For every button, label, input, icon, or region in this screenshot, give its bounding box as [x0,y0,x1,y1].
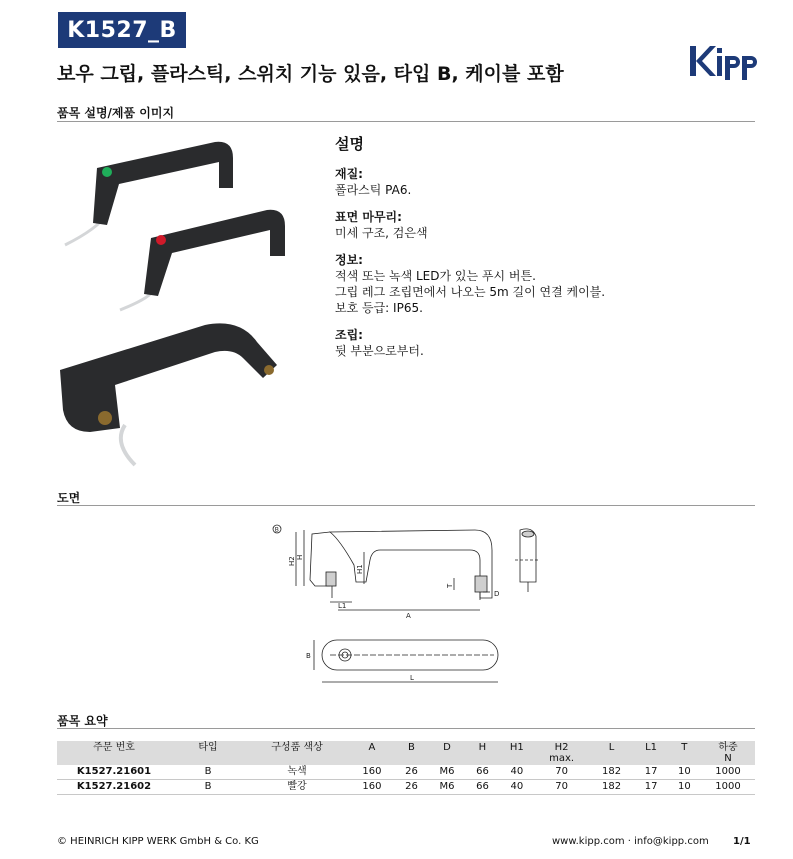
cell-h2: 70 [535,765,589,780]
col-d: D [428,741,466,765]
page-number: 1/1 [733,836,751,847]
finish-value: 미세 구조, 검은색 [335,226,428,240]
cell-order-number: K1527.21602 [57,780,171,795]
description-panel [335,136,755,370]
product-code-badge: K1527_B [58,12,186,48]
cell-l: 182 [589,765,635,780]
cell-t: 10 [668,765,701,780]
technical-drawing [270,520,560,695]
col-h: H [466,741,499,765]
section-divider [57,121,755,122]
dim-b: B [306,652,311,660]
page-title: 보우 그립, 플라스틱, 스위치 기능 있음, 타입 B, 케이블 포함 [57,63,564,85]
col-b: B [395,741,428,765]
cell-d: M6 [428,765,466,780]
dim-a: A [406,612,411,620]
col-h1: H1 [499,741,535,765]
material-label: 재질: [335,167,363,181]
cell-b: 26 [395,765,428,780]
cell-t: 10 [668,780,701,795]
cell-h: 66 [466,780,499,795]
cell-a: 160 [349,765,395,780]
cell-load: 1000 [701,780,755,795]
section-title-description-image: 품목 설명/제품 이미지 [57,106,175,120]
cell-load: 1000 [701,765,755,780]
product-image [55,130,295,470]
spec-table [57,741,755,795]
col-order-number: 주문 번호 [57,741,171,765]
info-line: 보호 등급: IP65. [335,301,423,315]
footer-contact: www.kipp.com · info@kipp.com [552,836,709,847]
material-value: 폴라스틱 PA6. [335,183,412,197]
dim-h2: H2 [288,556,296,566]
col-t: T [668,741,701,765]
cell-h1: 40 [499,765,535,780]
cell-h2: 70 [535,780,589,795]
section-title-summary: 품목 요약 [57,714,108,728]
table-row [57,765,755,780]
col-l1: L1 [634,741,667,765]
table-row [57,780,755,795]
cell-l1: 17 [634,780,667,795]
section-divider [57,505,755,506]
dim-h1: H1 [356,564,364,574]
info-line: 적색 또는 녹색 LED가 있는 푸시 버튼. [335,269,536,283]
cell-h: 66 [466,765,499,780]
table-header-row [57,741,755,765]
col-h2: H2 max. [535,741,589,765]
drawing-marker: B [274,526,279,534]
description-heading: 설명 [335,135,364,153]
cell-color: 빨강 [245,780,349,795]
col-load: 하중 N [701,741,755,765]
cell-b: 26 [395,780,428,795]
cell-order-number: K1527.21601 [57,765,171,780]
section-title-drawing: 도면 [57,491,81,505]
cell-a: 160 [349,780,395,795]
dim-h: H [296,554,304,560]
col-a: A [349,741,395,765]
cell-type: B [171,765,245,780]
assembly-label: 조립: [335,328,363,342]
dim-l1: L1 [338,602,347,610]
finish-label: 표면 마무리: [335,210,402,224]
dim-t: T [446,583,454,588]
col-type: 타입 [171,741,245,765]
cell-h1: 40 [499,780,535,795]
info-label: 정보: [335,253,363,267]
info-line: 그립 레그 조립면에서 나오는 5m 길이 연결 케이블. [335,285,606,299]
col-component-color: 구성품 색상 [245,741,349,765]
dim-l: L [410,674,414,682]
cell-l: 182 [589,780,635,795]
section-divider [57,728,755,729]
kipp-logo [690,42,758,82]
cell-d: M6 [428,780,466,795]
footer-copyright: © HEINRICH KIPP WERK GmbH & Co. KG [57,836,259,847]
cell-color: 녹색 [245,765,349,780]
cell-type: B [171,780,245,795]
dim-d: D [494,590,500,598]
assembly-value: 뒷 부분으로부터. [335,344,424,358]
col-l: L [589,741,635,765]
cell-l1: 17 [634,765,667,780]
